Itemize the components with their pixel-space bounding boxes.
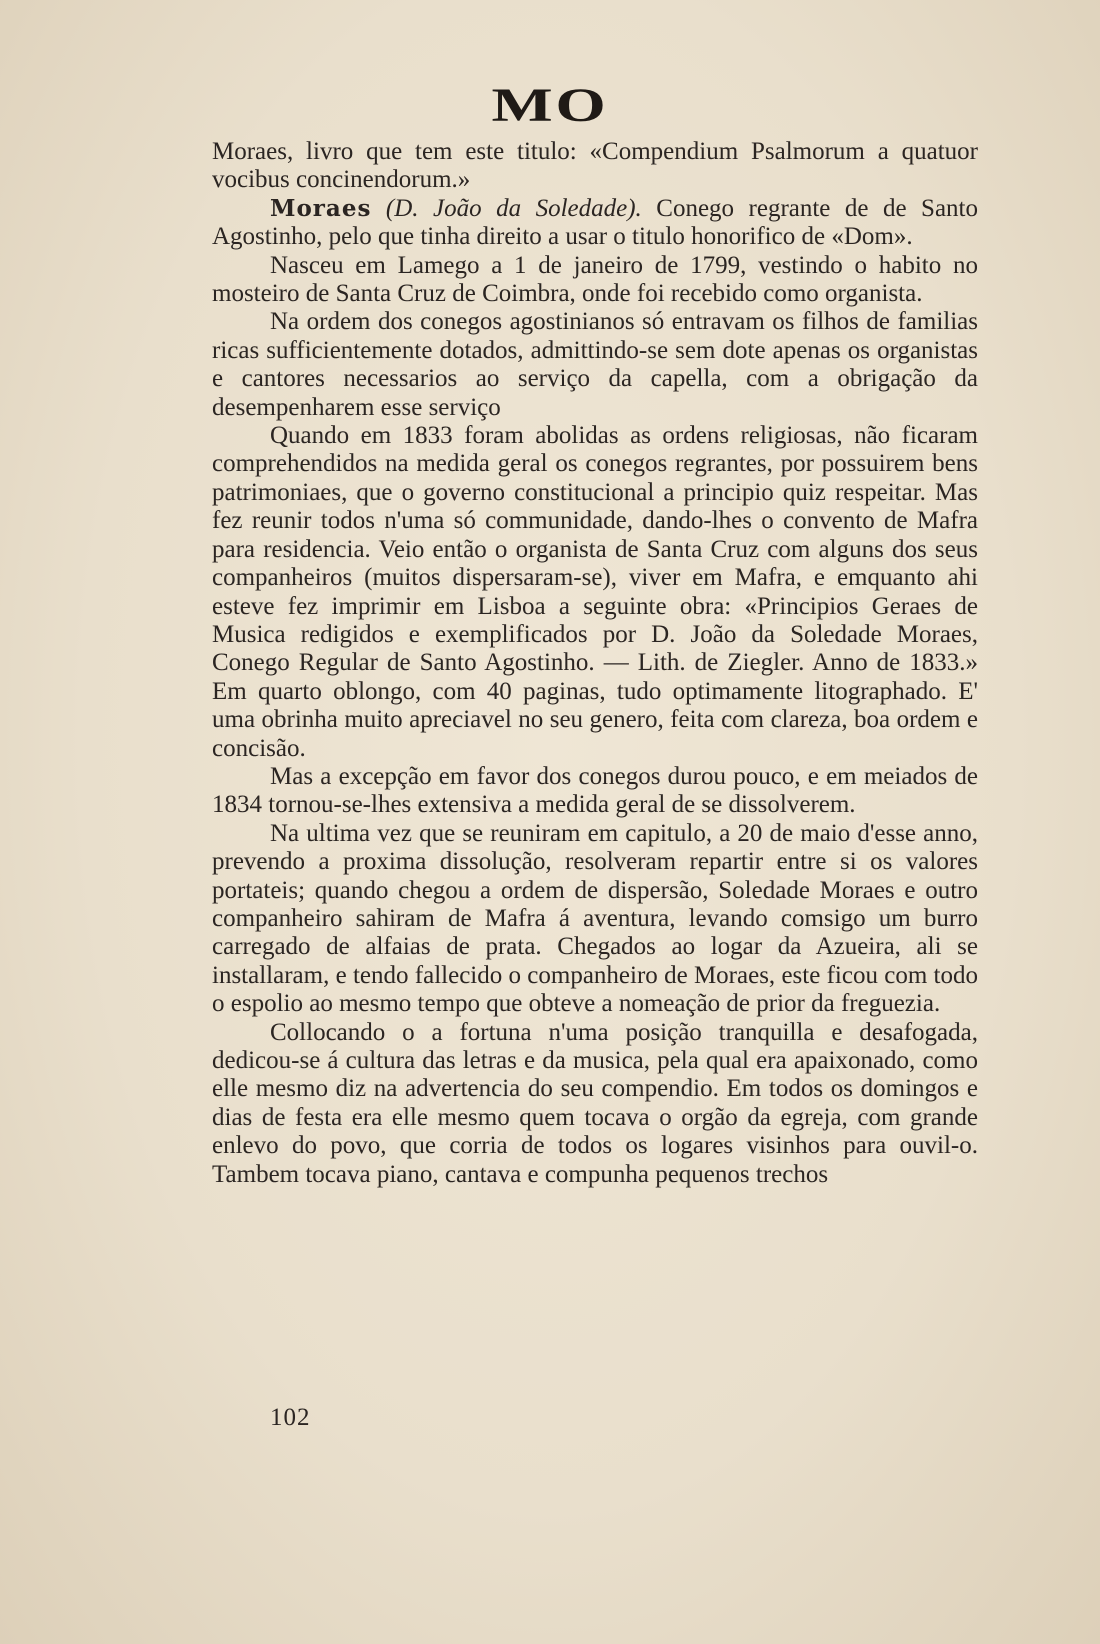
paragraph-birth: Nasceu em Lamego a 1 de janeiro de 1799, vestindo o habito no mosteiro de Santa Cruz de Coimbra, onde foi recebido como organista. xyxy=(212,251,978,308)
paragraph-continuation: Moraes, livro que tem este titulo: «Compendium Psalmorum a quatuor vocibus concinendorum.» xyxy=(212,138,978,194)
running-head: MO xyxy=(491,79,609,132)
entry-name: Moraes xyxy=(270,194,372,222)
paragraph-abolition: Quando em 1833 foram abolidas as ordens religiosas, não ficaram comprehendidos na medida geral os conegos regrantes, por possuirem bens patrimoniaes, que o governo constitucional a principio quiz respeitar. Mas fez reunir todos n'uma só communidade, dando-lhes o convento de Mafra para residencia. Veio então o organista de Santa Cruz com alguns dos seus companheiros (muitos dispersaram-se), viver em Mafra, e emquanto ahi esteve fez imprimir em Lisboa a seguinte obra: «Principios Geraes de Musica redigidos e exemplificados por D. João da Soledade Moraes, Conego Regular de Santo Agostinho. — Lith. de Ziegler. Anno de 1833.» Em quarto oblongo, com 40 paginas, tudo optimamente litographado. E' uma obrinha muito apreciavel no seu genero, feita com clareza, boa ordem e concisão. xyxy=(212,422,978,762)
paragraph-culture: Collocando o a fortuna n'uma posição tranquilla e desafogada, dedicou-se á cultura das letras e da musica, pela qual era apaixonado, como elle mesmo diz na advertencia do seu compendio. Em todos os domingos e dias de festa era elle mesmo quem tocava o orgão da egreja, com grande enlevo do povo, que corria de todos os logares visinhos para ouvil-o. Tambem tocava piano, cantava e compunha pequenos trechos xyxy=(212,1018,978,1188)
page-number: 102 xyxy=(270,1404,311,1431)
entry-description: Conego regrante de de Santo Agostinho, pelo que tinha direito a usar o titulo honorifico de «Dom». xyxy=(212,194,978,251)
paragraph-exception: Mas a excepção em favor dos conegos durou pouco, e em meiados de 1834 tornou-se-lhes extensiva a medida geral de se dissolverem. xyxy=(212,762,978,819)
entry-title: (D. João da Soledade). xyxy=(385,194,642,222)
body-text xyxy=(212,138,978,1189)
paragraph-order: Na ordem dos conegos agostinianos só entravam os filhos de familias ricas sufficientemente dotados, admittindo-se sem dote apenas os organistas e cantores necessarios ao serviço da capella, com a obrigação da desempenharem esse serviço xyxy=(212,308,978,421)
paragraph-entry xyxy=(212,195,978,252)
paragraph-dispersion: Na ultima vez que se reuniram em capitulo, a 20 de maio d'esse anno, prevendo a proxima dissolução, resolveram repartir entre si os valores portateis; quando chegou a ordem de dispersão, Soledade Moraes e outro companheiro sahiram de Mafra á aventura, levando comsigo um burro carregado de alfaias de prata. Chegados ao logar da Azueira, ali se installaram, e tendo fallecido o companheiro de Moraes, este ficou com todo o espolio ao mesmo tempo que obteve a nomeação de prior da freguezia. xyxy=(212,819,978,1018)
